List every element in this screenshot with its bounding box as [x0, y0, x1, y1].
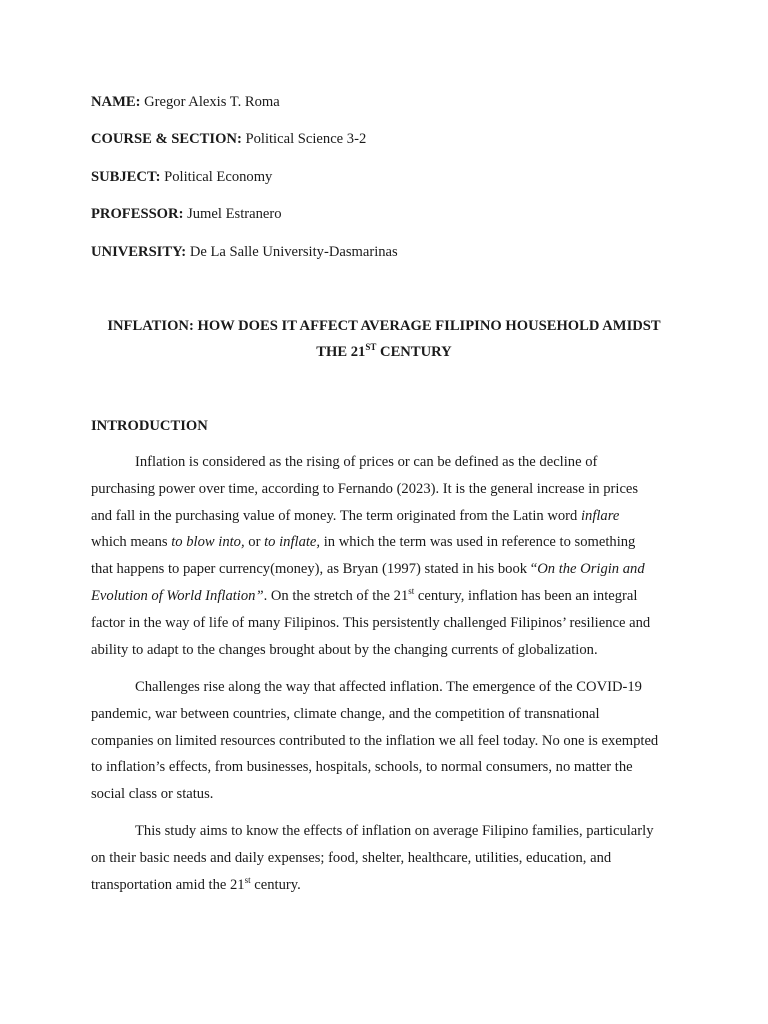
university-line — [91, 243, 398, 261]
p1-term-blow-into: to blow into, — [171, 534, 245, 551]
subject-label: SUBJECT: — [91, 169, 161, 185]
p1-superscript: st — [408, 585, 415, 596]
paragraph-1 — [91, 449, 681, 663]
p1-line-5-text: that happens to paper currency(money), as Bryan (1997) stated in his book “ — [91, 561, 538, 578]
university-value: De La Salle University-Dasmarinas — [186, 244, 398, 260]
p1-line-5 — [91, 556, 681, 583]
title-suffix: CENTURY — [376, 344, 452, 360]
p3-line-1: This study aims to know the effects of inflation on average Filipino families, particularly — [135, 823, 654, 839]
subject-line — [91, 168, 272, 186]
p3-line-3 — [91, 872, 681, 899]
p2-line-1: Challenges rise along the way that affected inflation. The emergence of the COVID-19 — [135, 679, 642, 695]
introduction-heading: INTRODUCTION — [91, 418, 208, 434]
document-title-line-2 — [60, 343, 708, 361]
p1-line-7: factor in the way of life of many Filipinos. This persistently challenged Filipinos’ resilience and — [91, 614, 651, 631]
name-value: Gregor Alexis T. Roma — [140, 94, 280, 110]
name-label: NAME: — [91, 94, 141, 110]
p1-term-inflare: inflare — [580, 507, 620, 524]
name-line — [91, 93, 280, 111]
p1-line-1: Inflation is considered as the rising of prices or can be defined as the decline of — [135, 454, 598, 470]
p1-line-4 — [91, 529, 681, 556]
p1-line-6-b: century, inflation has been an integral — [414, 587, 638, 604]
p3-line-3-text: transportation amid the 21 — [91, 876, 245, 893]
p3-line-3-end: century. — [250, 876, 301, 893]
title-prefix: THE 21 — [316, 344, 366, 360]
university-label: UNIVERSITY: — [91, 244, 187, 260]
p1-line-3 — [91, 503, 681, 530]
p1-line-4-b: or — [244, 534, 265, 551]
p2-line-2: pandemic, war between countries, climate change, and the competition of transnational — [91, 705, 600, 722]
p1-line-2: purchasing power over time, according to Fernando (2023). It is the general increase in prices — [91, 480, 639, 497]
professor-value: Jumel Estranero — [183, 206, 282, 222]
p1-line-6 — [91, 583, 681, 610]
p1-line-3-text: and fall in the purchasing value of money. The term originated from the Latin word — [91, 507, 581, 524]
p3-superscript: st — [244, 874, 251, 885]
p3-line-2: on their basic needs and daily expenses; food, shelter, healthcare, utilities, education, and — [91, 849, 612, 866]
professor-label: PROFESSOR: — [91, 206, 184, 222]
course-line — [91, 130, 366, 148]
paragraph-3 — [91, 818, 681, 898]
document-title-line-1: INFLATION: HOW DOES IT AFFECT AVERAGE FILIPINO HOUSEHOLD AMIDST — [107, 318, 661, 334]
p1-book-title-b: Evolution of World Inflation” — [91, 587, 264, 604]
p1-line-4-a: which means — [91, 534, 172, 551]
p2-line-3: companies on limited resources contributed to the inflation we all feel today. No one is exempted — [91, 732, 659, 749]
title-superscript: ST — [365, 342, 377, 352]
professor-line — [91, 205, 282, 223]
course-label: COURSE & SECTION: — [91, 131, 242, 147]
subject-value: Political Economy — [160, 169, 273, 185]
p1-term-inflate: to inflate, — [264, 534, 321, 551]
p2-line-4: to inflation’s effects, from businesses, hospitals, schools, to normal consumers, no matter the — [91, 759, 633, 776]
paragraph-2 — [91, 674, 681, 808]
p2-line-5: social class or status. — [91, 786, 214, 803]
p1-line-4-c: in which the term was used in reference to something — [320, 534, 636, 551]
p1-line-6-a: . On the stretch of the 21 — [263, 587, 409, 604]
course-value: Political Science 3-2 — [241, 131, 367, 147]
p1-line-8: ability to adapt to the changes brought about by the changing currents of globalization. — [91, 641, 598, 658]
p1-book-title-a: On the Origin and — [537, 561, 645, 578]
